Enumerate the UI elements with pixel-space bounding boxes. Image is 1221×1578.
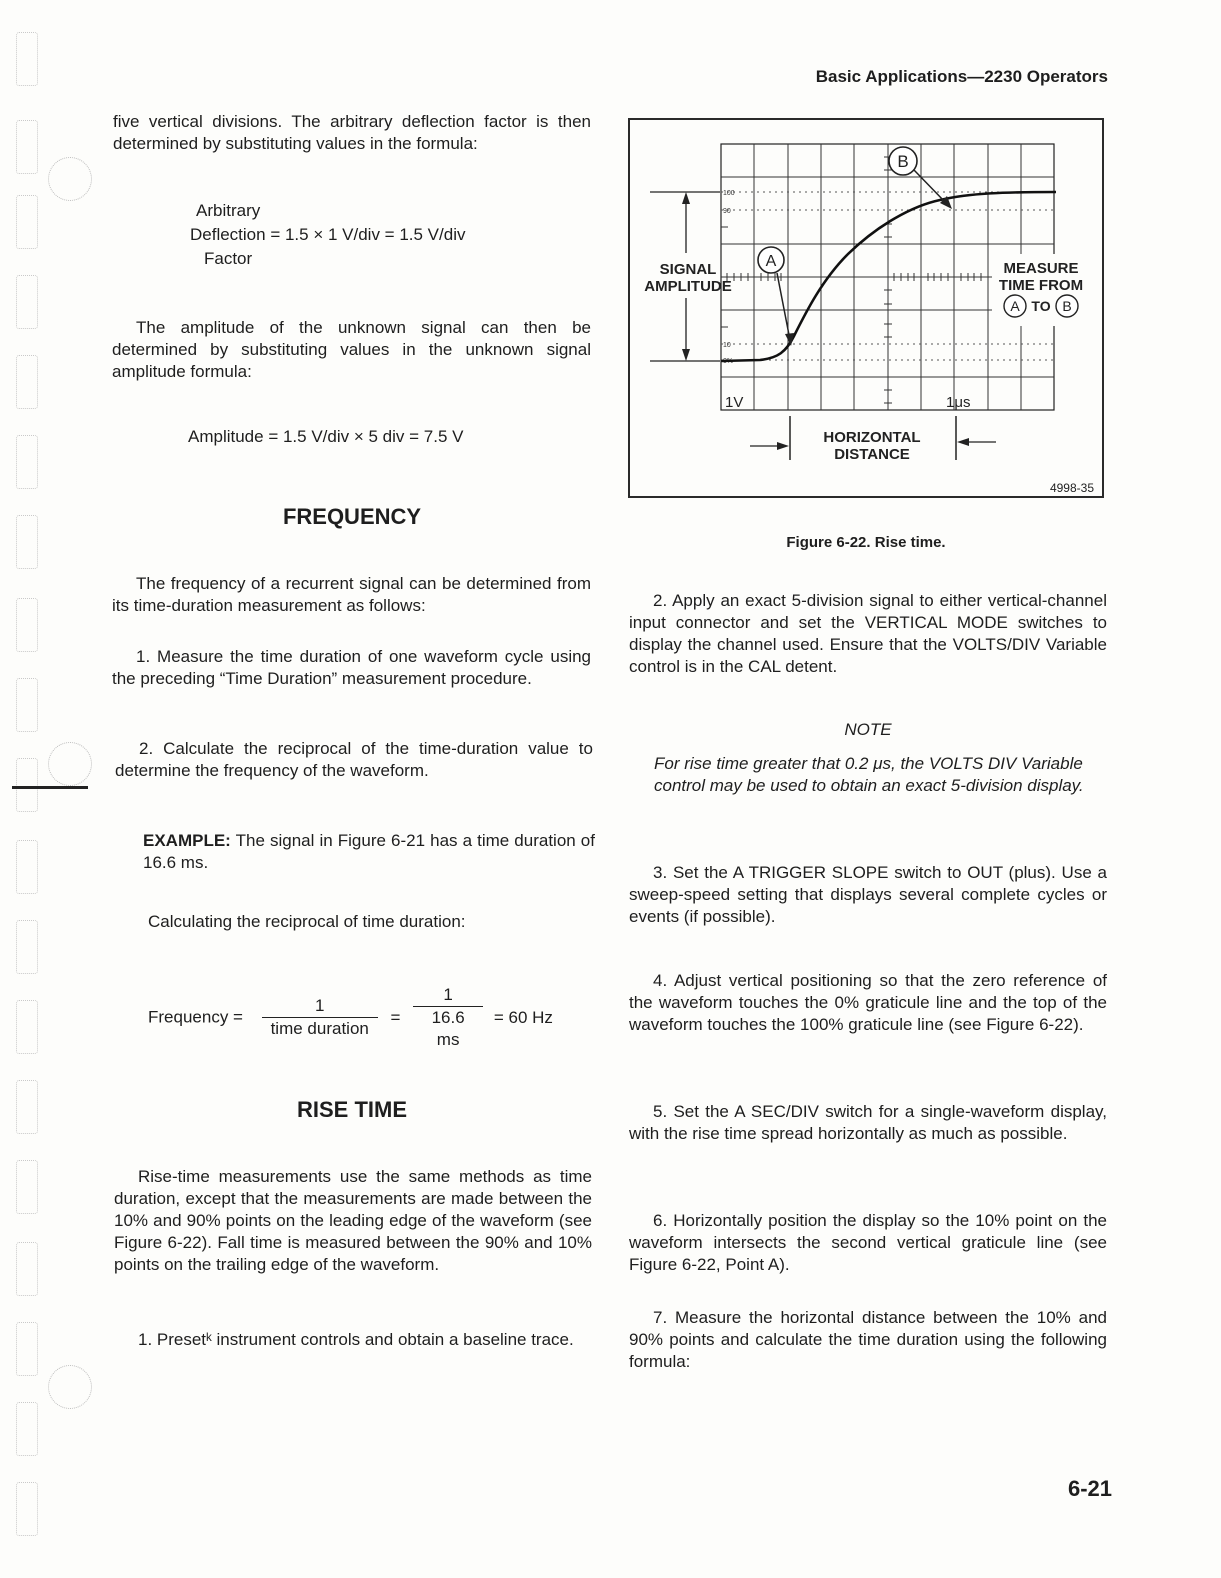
tick-label-90: 90 <box>723 208 731 215</box>
amplitude-paragraph: The amplitude of the unknown signal can then be determined by substituting values in the unknown signal amplitude formula: <box>112 318 591 381</box>
frequency-formula <box>148 984 588 1051</box>
tick-label-10: 10 <box>723 342 731 349</box>
distance-arrow-right-head <box>957 438 969 446</box>
rise-time-heading: RISE TIME <box>296 1097 407 1122</box>
binder-hole <box>16 515 38 569</box>
binder-hole <box>16 1242 38 1296</box>
fraction-1 <box>262 995 378 1040</box>
binder-hole <box>16 1000 38 1054</box>
binder-hole <box>16 435 38 489</box>
binder-hole <box>16 840 38 894</box>
deflection-formula <box>190 199 590 271</box>
binder-hole <box>16 355 38 409</box>
example-text: The signal in Figure 6-21 has a time duration of 16.6 ms. <box>143 831 595 872</box>
punch-hole <box>48 1365 92 1409</box>
frequency-step-2: 2. Calculate the reciprocal of the time-duration value to determine the frequency of the waveform. <box>115 739 593 780</box>
time-readout: 1μs <box>946 394 971 411</box>
formula-line-3: Factor <box>204 249 253 268</box>
binder-hole <box>16 1322 38 1376</box>
measure-label-line-1: MEASURE <box>1003 260 1079 277</box>
binder-hole <box>16 120 38 174</box>
signal-label-line-2: AMPLITUDE <box>644 278 732 295</box>
fraction-1-denominator: time duration <box>270 1019 369 1038</box>
binder-edge <box>12 20 42 1540</box>
frequency-heading: FREQUENCY <box>282 504 422 529</box>
fraction-2-denominator: 16.6 ms <box>431 1008 465 1049</box>
figure-caption: Figure 6-22. Rise time. <box>786 534 946 551</box>
measure-label-line-2: TIME FROM <box>998 277 1084 294</box>
rise-step-2: 2. Apply an exact 5-division signal to either vertical-channel input connector and set the VERTICAL MODE switches to display the channel used. Ensure that the VOLTS/DIV Variable control is in the CAL detent. <box>629 591 1107 676</box>
center-minor-ticks <box>721 157 981 403</box>
note-text: For rise time greater that 0.2 μs, the VOLTS DIV Variable control may be used to obtain an exact 5-division display. <box>654 754 1084 795</box>
calculation-text: Calculating the reciprocal of time duration: <box>148 912 466 931</box>
binder-hole <box>16 275 38 329</box>
binder-hole <box>16 1482 38 1536</box>
intro-paragraph: five vertical divisions. The arbitrary deflection factor is then determined by substituting values in the formula: <box>113 112 591 153</box>
binder-hole <box>16 32 38 86</box>
distance-arrow-left-head <box>777 442 789 450</box>
figure-id: 4998-35 <box>1049 481 1094 495</box>
binder-hole <box>16 678 38 732</box>
punch-hole <box>48 742 92 786</box>
frequency-step-1: 1. Measure the time duration of one waveform cycle using the preceding “Time Duration” measurement procedure. <box>112 647 591 688</box>
measure-to-label: TO <box>1031 298 1051 314</box>
equals-sign: = <box>390 1007 401 1027</box>
running-header: Basic Applications—2230 Operators <box>815 67 1108 86</box>
binder-hole <box>16 1160 38 1214</box>
binder-hole <box>16 758 38 812</box>
measure-a-label: A <box>1010 298 1020 314</box>
rise-step-1: 1. Presetᵏ instrument controls and obtain a baseline trace. <box>138 1330 574 1349</box>
rise-step-7: 7. Measure the horizontal distance between the 10% and 90% points and calculate the time duration using the following formula: <box>629 1308 1107 1371</box>
page-number: 6-21 <box>1067 1476 1112 1501</box>
horizontal-label-line-2: DISTANCE <box>834 446 910 463</box>
tick-label-100: 100 <box>723 190 735 197</box>
horizontal-label-line-1: HORIZONTAL <box>823 429 921 446</box>
point-b-leader <box>914 170 946 203</box>
punch-hole <box>48 157 92 201</box>
point-a-label: A <box>765 253 777 270</box>
signal-label-line-1: SIGNAL <box>659 261 717 278</box>
rise-step-3: 3. Set the A TRIGGER SLOPE switch to OUT (plus). Use a sweep-speed setting that displays several complete cycles or events (if possible). <box>629 863 1107 926</box>
fraction-1-numerator: 1 <box>262 995 378 1018</box>
formula-result: = 60 Hz <box>493 1007 553 1027</box>
margin-mark <box>12 786 88 789</box>
volts-readout: 1V <box>725 394 744 411</box>
formula-line-2: Deflection = 1.5 × 1 V/div = 1.5 V/div <box>190 225 466 244</box>
rise-step-4: 4. Adjust vertical positioning so that the zero reference of the waveform touches the 0% graticule line and the top of the waveform touches the 100% graticule line (see Figure 6-22). <box>629 971 1107 1034</box>
rise-time-figure <box>628 118 1104 498</box>
rise-step-6: 6. Horizontally position the display so the 10% point on the waveform intersects the second vertical graticule line (see Figure 6-22, Point A). <box>629 1211 1107 1274</box>
formula-label: Frequency = <box>148 1007 243 1027</box>
amplitude-arrow-up <box>682 192 690 204</box>
rise-time-paragraph: Rise-time measurements use the same methods as time duration, except that the measurements are made between the 10% and 90% points on the leading edge of the waveform (see Figure 6-22). Fall time is measured between the 90% and 10% points on the trailing edge of the waveform. <box>114 1167 592 1274</box>
amplitude-arrow-down <box>682 349 690 361</box>
example-paragraph <box>143 830 595 874</box>
rise-step-5: 5. Set the A SEC/DIV switch for a single-waveform display, with the rise time spread horizontally as much as possible. <box>629 1102 1107 1143</box>
measure-b-label: B <box>1062 298 1072 314</box>
fraction-2 <box>413 984 483 1051</box>
example-label: EXAMPLE: <box>143 831 231 850</box>
point-b-label: B <box>897 152 909 171</box>
binder-hole <box>16 598 38 652</box>
frequency-paragraph: The frequency of a recurrent signal can be determined from its time-duration measurement as follows: <box>112 574 591 615</box>
amplitude-formula: Amplitude = 1.5 V/div × 5 div = 7.5 V <box>188 427 464 446</box>
formula-line-1: Arbitrary <box>196 201 261 220</box>
tick-label-0: 0% <box>723 358 734 365</box>
fraction-2-numerator: 1 <box>413 984 483 1007</box>
note-title: NOTE <box>844 720 892 739</box>
graticule-diagram <box>630 120 1102 496</box>
binder-hole <box>16 1080 38 1134</box>
binder-hole <box>16 920 38 974</box>
binder-hole <box>16 195 38 249</box>
binder-hole <box>16 1402 38 1456</box>
